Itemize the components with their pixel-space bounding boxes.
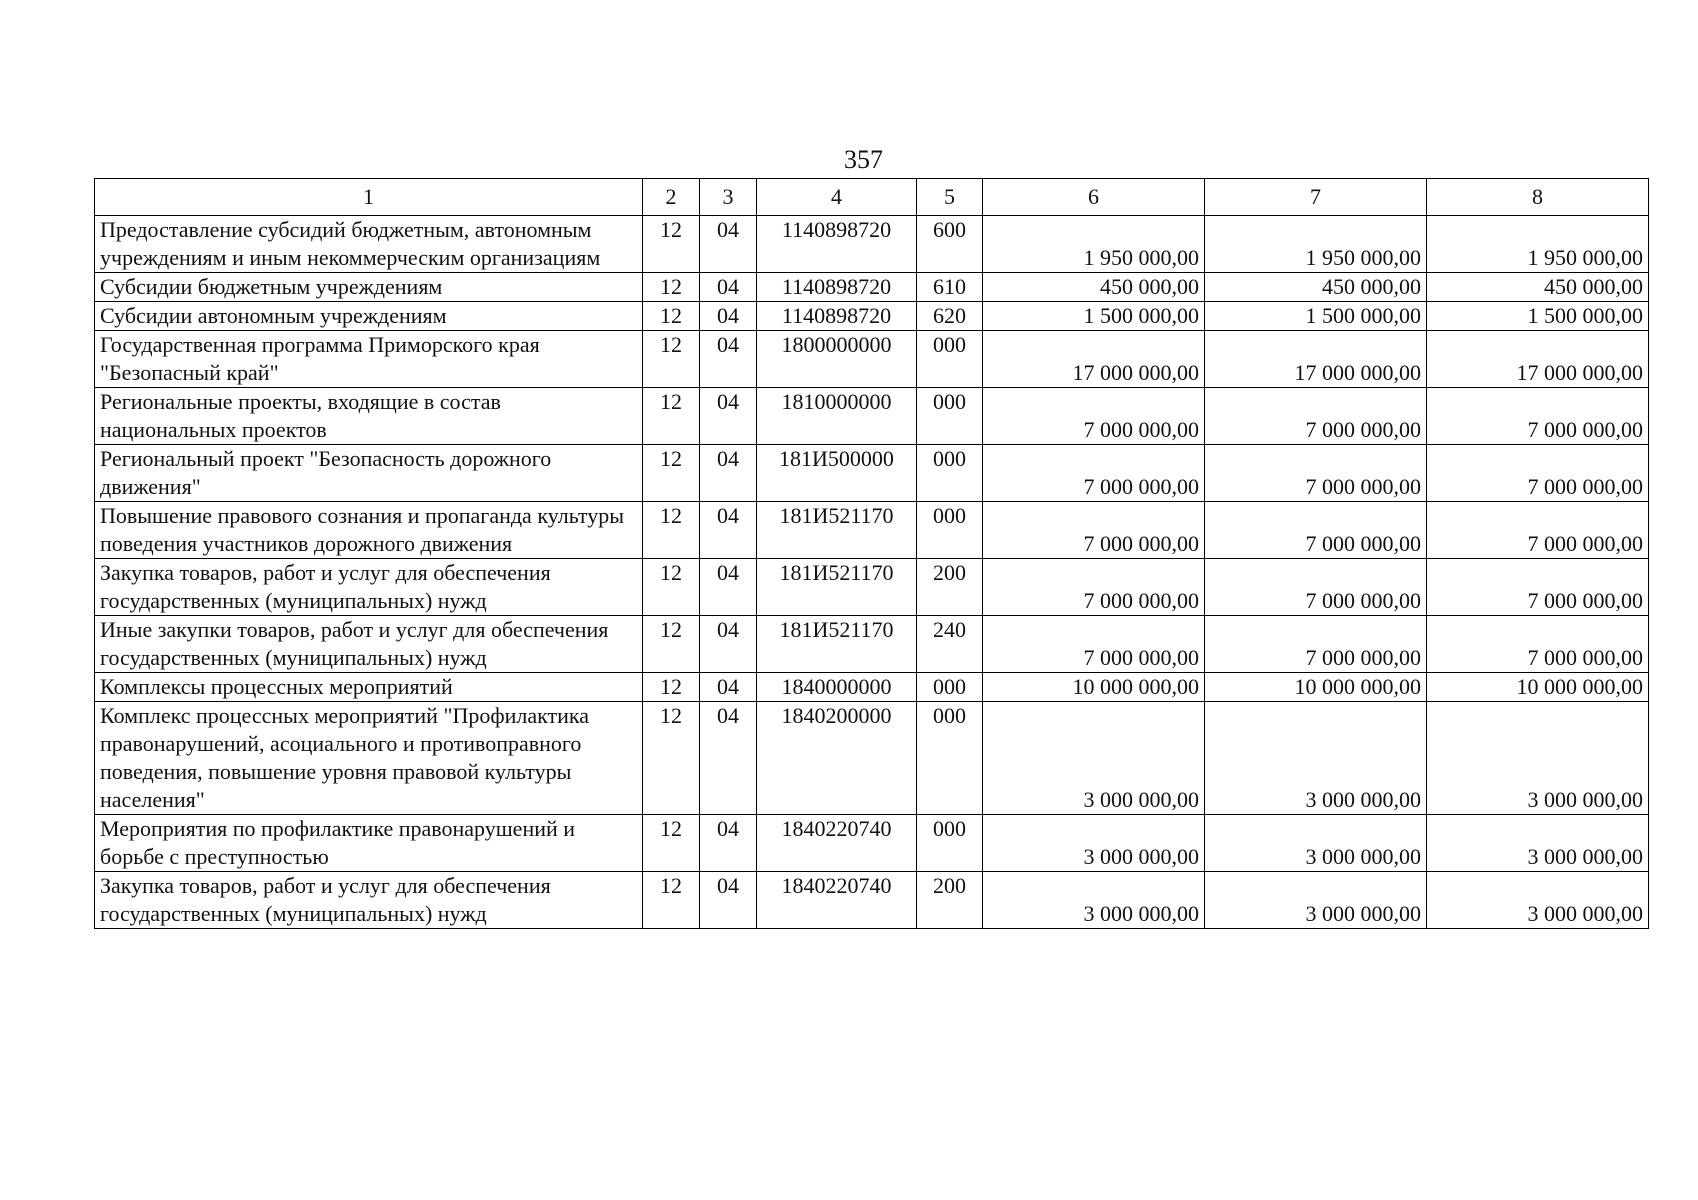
row-name: Комплексы процессных мероприятий bbox=[95, 673, 643, 702]
expense-type-code: 610 bbox=[917, 273, 983, 302]
row-name: Региональный проект "Безопасность дорожного движения" bbox=[95, 445, 643, 502]
amount-col8: 7 000 000,00 bbox=[1427, 445, 1649, 502]
amount-col7: 1 500 000,00 bbox=[1205, 302, 1427, 331]
row-name: Повышение правового сознания и пропаганда культуры поведения участников дорожного движения bbox=[95, 502, 643, 559]
amount-col8: 1 950 000,00 bbox=[1427, 216, 1649, 273]
target-article-code: 181И500000 bbox=[757, 445, 917, 502]
table-row bbox=[95, 445, 1649, 502]
amount-col8: 450 000,00 bbox=[1427, 273, 1649, 302]
expense-type-code: 000 bbox=[917, 502, 983, 559]
table-row bbox=[95, 216, 1649, 273]
budget-table bbox=[94, 178, 1649, 929]
section-code: 12 bbox=[643, 815, 700, 872]
section-code: 12 bbox=[643, 502, 700, 559]
row-name: Региональные проекты, входящие в состав национальных проектов bbox=[95, 388, 643, 445]
table-row bbox=[95, 872, 1649, 929]
expense-type-code: 000 bbox=[917, 815, 983, 872]
amount-col7: 450 000,00 bbox=[1205, 273, 1427, 302]
row-name: Субсидии бюджетным учреждениям bbox=[95, 273, 643, 302]
table-row bbox=[95, 815, 1649, 872]
amount-col7: 7 000 000,00 bbox=[1205, 388, 1427, 445]
amount-col8: 1 500 000,00 bbox=[1427, 302, 1649, 331]
column-header: 8 bbox=[1427, 179, 1649, 216]
target-article-code: 181И521170 bbox=[757, 502, 917, 559]
subsection-code: 04 bbox=[700, 331, 757, 388]
table-row bbox=[95, 702, 1649, 815]
column-header: 4 bbox=[757, 179, 917, 216]
section-code: 12 bbox=[643, 559, 700, 616]
subsection-code: 04 bbox=[700, 302, 757, 331]
target-article-code: 1810000000 bbox=[757, 388, 917, 445]
amount-col7: 10 000 000,00 bbox=[1205, 673, 1427, 702]
page-number: 357 bbox=[844, 145, 883, 174]
amount-col7: 1 950 000,00 bbox=[1205, 216, 1427, 273]
column-header: 2 bbox=[643, 179, 700, 216]
amount-col6: 10 000 000,00 bbox=[983, 673, 1205, 702]
subsection-code: 04 bbox=[700, 616, 757, 673]
amount-col8: 10 000 000,00 bbox=[1427, 673, 1649, 702]
amount-col8: 3 000 000,00 bbox=[1427, 815, 1649, 872]
row-name: Комплекс процессных мероприятий "Профилактика правонарушений, асоциального и противоправного поведения, повышение уровня правовой культуры населения" bbox=[95, 702, 643, 815]
table-row bbox=[95, 616, 1649, 673]
header-row bbox=[95, 179, 1649, 216]
table-row bbox=[95, 388, 1649, 445]
expense-type-code: 000 bbox=[917, 331, 983, 388]
row-name: Иные закупки товаров, работ и услуг для обеспечения государственных (муниципальных) нужд bbox=[95, 616, 643, 673]
section-code: 12 bbox=[643, 616, 700, 673]
row-name: Закупка товаров, работ и услуг для обеспечения государственных (муниципальных) нужд bbox=[95, 872, 643, 929]
subsection-code: 04 bbox=[700, 872, 757, 929]
amount-col7: 7 000 000,00 bbox=[1205, 445, 1427, 502]
table-row bbox=[95, 273, 1649, 302]
expense-type-code: 000 bbox=[917, 388, 983, 445]
amount-col6: 7 000 000,00 bbox=[983, 502, 1205, 559]
row-name: Предоставление субсидий бюджетным, автономным учреждениям и иным некоммерческим организациям bbox=[95, 216, 643, 273]
amount-col6: 3 000 000,00 bbox=[983, 872, 1205, 929]
amount-col6: 7 000 000,00 bbox=[983, 559, 1205, 616]
target-article-code: 1840200000 bbox=[757, 702, 917, 815]
amount-col8: 7 000 000,00 bbox=[1427, 559, 1649, 616]
section-code: 12 bbox=[643, 673, 700, 702]
amount-col8: 3 000 000,00 bbox=[1427, 702, 1649, 815]
target-article-code: 1840000000 bbox=[757, 673, 917, 702]
expense-type-code: 200 bbox=[917, 872, 983, 929]
subsection-code: 04 bbox=[700, 388, 757, 445]
column-header: 3 bbox=[700, 179, 757, 216]
subsection-code: 04 bbox=[700, 273, 757, 302]
section-code: 12 bbox=[643, 702, 700, 815]
expense-type-code: 000 bbox=[917, 702, 983, 815]
target-article-code: 1840220740 bbox=[757, 872, 917, 929]
section-code: 12 bbox=[643, 445, 700, 502]
amount-col7: 17 000 000,00 bbox=[1205, 331, 1427, 388]
table-row bbox=[95, 331, 1649, 388]
amount-col7: 7 000 000,00 bbox=[1205, 616, 1427, 673]
target-article-code: 1140898720 bbox=[757, 273, 917, 302]
section-code: 12 bbox=[643, 302, 700, 331]
row-name: Субсидии автономным учреждениям bbox=[95, 302, 643, 331]
subsection-code: 04 bbox=[700, 502, 757, 559]
amount-col6: 3 000 000,00 bbox=[983, 702, 1205, 815]
subsection-code: 04 bbox=[700, 216, 757, 273]
subsection-code: 04 bbox=[700, 815, 757, 872]
target-article-code: 181И521170 bbox=[757, 616, 917, 673]
table-row bbox=[95, 559, 1649, 616]
table-row bbox=[95, 302, 1649, 331]
expense-type-code: 000 bbox=[917, 673, 983, 702]
column-header: 6 bbox=[983, 179, 1205, 216]
row-name: Государственная программа Приморского края "Безопасный край" bbox=[95, 331, 643, 388]
subsection-code: 04 bbox=[700, 702, 757, 815]
target-article-code: 1840220740 bbox=[757, 815, 917, 872]
expense-type-code: 000 bbox=[917, 445, 983, 502]
expense-type-code: 200 bbox=[917, 559, 983, 616]
column-header: 1 bbox=[95, 179, 643, 216]
expense-type-code: 240 bbox=[917, 616, 983, 673]
section-code: 12 bbox=[643, 216, 700, 273]
amount-col6: 450 000,00 bbox=[983, 273, 1205, 302]
amount-col7: 7 000 000,00 bbox=[1205, 559, 1427, 616]
table-row bbox=[95, 502, 1649, 559]
expense-type-code: 620 bbox=[917, 302, 983, 331]
amount-col6: 7 000 000,00 bbox=[983, 616, 1205, 673]
section-code: 12 bbox=[643, 872, 700, 929]
column-header: 5 bbox=[917, 179, 983, 216]
amount-col6: 1 950 000,00 bbox=[983, 216, 1205, 273]
amount-col6: 7 000 000,00 bbox=[983, 388, 1205, 445]
amount-col7: 3 000 000,00 bbox=[1205, 702, 1427, 815]
amount-col8: 7 000 000,00 bbox=[1427, 616, 1649, 673]
amount-col8: 3 000 000,00 bbox=[1427, 872, 1649, 929]
target-article-code: 1800000000 bbox=[757, 331, 917, 388]
target-article-code: 181И521170 bbox=[757, 559, 917, 616]
row-name: Закупка товаров, работ и услуг для обеспечения государственных (муниципальных) нужд bbox=[95, 559, 643, 616]
amount-col7: 3 000 000,00 bbox=[1205, 815, 1427, 872]
amount-col7: 7 000 000,00 bbox=[1205, 502, 1427, 559]
section-code: 12 bbox=[643, 388, 700, 445]
amount-col6: 17 000 000,00 bbox=[983, 331, 1205, 388]
amount-col8: 17 000 000,00 bbox=[1427, 331, 1649, 388]
section-code: 12 bbox=[643, 331, 700, 388]
table-row bbox=[95, 673, 1649, 702]
subsection-code: 04 bbox=[700, 559, 757, 616]
amount-col6: 7 000 000,00 bbox=[983, 445, 1205, 502]
amount-col8: 7 000 000,00 bbox=[1427, 502, 1649, 559]
target-article-code: 1140898720 bbox=[757, 216, 917, 273]
column-header: 7 bbox=[1205, 179, 1427, 216]
subsection-code: 04 bbox=[700, 673, 757, 702]
section-code: 12 bbox=[643, 273, 700, 302]
target-article-code: 1140898720 bbox=[757, 302, 917, 331]
amount-col6: 1 500 000,00 bbox=[983, 302, 1205, 331]
subsection-code: 04 bbox=[700, 445, 757, 502]
expense-type-code: 600 bbox=[917, 216, 983, 273]
amount-col8: 7 000 000,00 bbox=[1427, 388, 1649, 445]
amount-col6: 3 000 000,00 bbox=[983, 815, 1205, 872]
amount-col7: 3 000 000,00 bbox=[1205, 872, 1427, 929]
row-name: Мероприятия по профилактике правонарушений и борьбе с преступностью bbox=[95, 815, 643, 872]
